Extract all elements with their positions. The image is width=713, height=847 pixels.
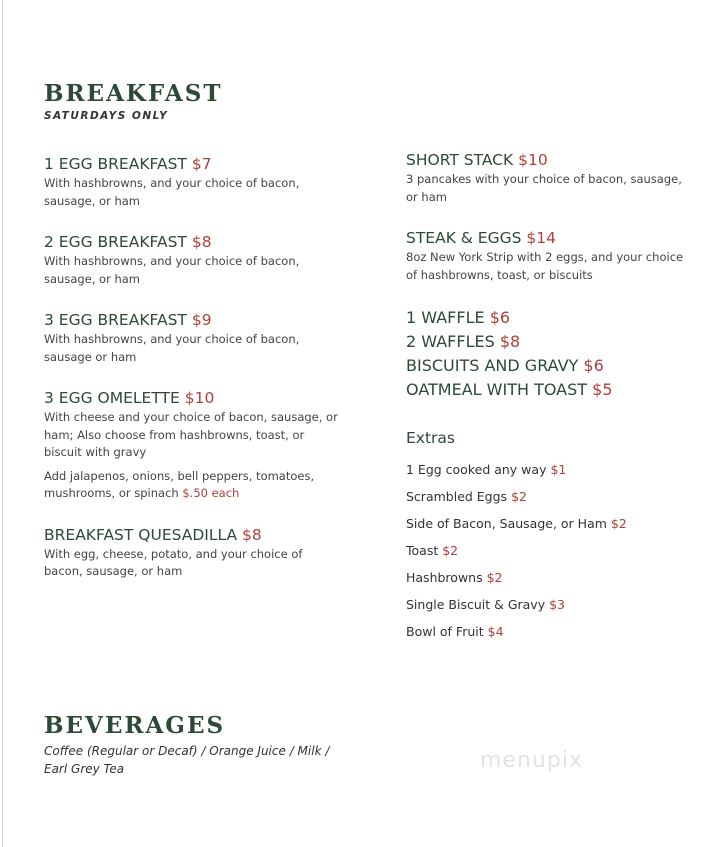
menu-item-description: With hashbrowns, and your choice of bacon, sausage or ham	[44, 332, 300, 364]
menu-item-name: SHORT STACK $10	[406, 151, 548, 169]
extra-price: $2	[442, 543, 459, 558]
menu-item	[406, 228, 686, 284]
menu-item	[44, 388, 344, 503]
menu-item	[406, 150, 686, 206]
menu-item-price: $10	[518, 151, 548, 169]
menu-item-name: OATMEAL WITH TOAST $5	[406, 380, 613, 399]
extra-item: 1 Egg cooked any way $1	[406, 462, 567, 477]
menu-item-price: $14	[526, 229, 556, 247]
beverages-description: Coffee (Regular or Decaf) / Orange Juice / Milk / Earl Grey Tea	[44, 744, 330, 776]
breakfast-left-column	[44, 154, 344, 603]
extra-price: $2	[511, 489, 527, 504]
menu-item	[44, 310, 344, 366]
extra-price: $2	[486, 570, 503, 585]
menu-item-name: 1 EGG BREAKFAST $7	[44, 155, 212, 173]
addon-price: $.50 each	[182, 486, 240, 500]
menu-item-price: $8	[242, 525, 262, 544]
menu-item-price: $6	[489, 308, 511, 327]
menu-item-name: BISCUITS AND GRAVY $6	[406, 356, 604, 375]
menu-item-name: 3 EGG OMELETTE $10	[44, 389, 215, 407]
menu-item-price: $7	[191, 155, 212, 173]
simple-items-list	[406, 306, 686, 402]
menu-item-description: With cheese and your choice of bacon, sausage, or ham; Also choose from hashbrowns, toast, or biscuit with gravy	[44, 410, 338, 459]
menu-item-description: With hashbrowns, and your choice of bacon, sausage, or ham	[44, 176, 300, 208]
menu-item	[44, 232, 344, 288]
extra-price: $4	[487, 624, 504, 639]
menu-item-addon: Add jalapenos, onions, bell peppers, tomatoes, mushrooms, or spinach $.50 each	[44, 468, 315, 500]
extra-price: $1	[550, 462, 567, 477]
menu-item-description: 3 pancakes with your choice of bacon, sausage, or ham	[406, 172, 682, 204]
extra-item: Side of Bacon, Sausage, or Ham $2	[406, 516, 627, 531]
extras-heading: Extras	[406, 429, 455, 447]
breakfast-subtitle: SATURDAYS ONLY	[44, 110, 169, 122]
watermark: menupix	[480, 748, 583, 773]
menu-item-name: 2 WAFFLES $8	[406, 332, 521, 351]
menu-item-description: 8oz New York Strip with 2 eggs, and your choice of hashbrowns, toast, or biscuits	[406, 250, 684, 282]
extra-item: Single Biscuit & Gravy $3	[406, 597, 565, 612]
extra-price: $2	[610, 516, 627, 531]
menu-item-description: With hashbrowns, and your choice of bacon, sausage, or ham	[44, 254, 300, 286]
menu-item-name: STEAK & EGGS $14	[406, 229, 556, 247]
extra-item: Toast $2	[406, 543, 459, 558]
menu-item-name: 1 WAFFLE $6	[406, 308, 511, 327]
menu-item-price: $8	[499, 332, 521, 351]
extras-list	[406, 456, 686, 645]
menu-item	[44, 154, 344, 210]
extra-price: $3	[549, 597, 565, 612]
menu-item-price: $8	[191, 233, 212, 251]
page-edge-line	[2, 0, 3, 847]
extra-item: Hashbrowns $2	[406, 570, 503, 585]
extra-item: Scrambled Eggs $2	[406, 489, 527, 504]
menu-item-name: BREAKFAST QUESADILLA $8	[44, 525, 262, 544]
menu-item-price: $10	[184, 389, 215, 407]
menu-item-name: 2 EGG BREAKFAST $8	[44, 233, 212, 251]
menu-item-price: $5	[592, 380, 613, 399]
menu-item-name: 3 EGG BREAKFAST $9	[44, 311, 212, 329]
menu-item	[44, 525, 344, 581]
menu-item-description: With egg, cheese, potato, and your choice of bacon, sausage, or ham	[44, 546, 303, 578]
breakfast-title: BREAKFAST	[44, 80, 223, 107]
beverages-title: BEVERAGES	[44, 712, 226, 739]
extra-item: Bowl of Fruit $4	[406, 624, 504, 639]
breakfast-right-column	[406, 150, 686, 645]
menu-item-price: $6	[583, 356, 604, 375]
menu-item-price: $9	[191, 311, 212, 329]
